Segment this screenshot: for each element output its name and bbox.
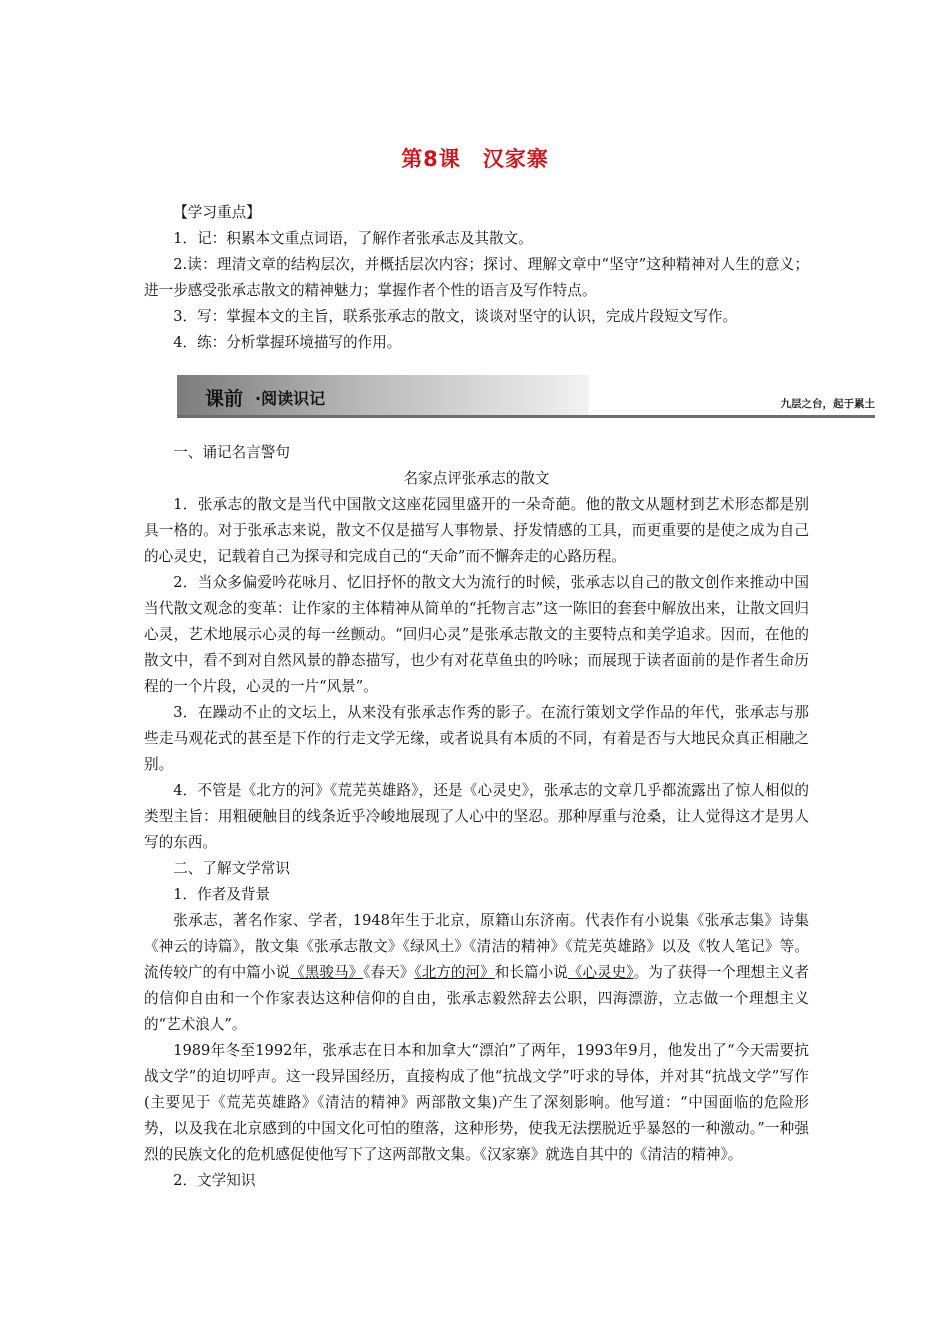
main-body <box>144 440 809 1194</box>
section-subtitle: 名家点评张承志的散文 <box>403 470 550 487</box>
author-paragraph <box>144 908 809 1038</box>
author-text: 张承志，著名作家、学者，1948年生于北京，原籍山东济南。代表作有小说集《张承志集》诗集《神云的诗篇》，散文集《张承志散文》《绿风土》《清洁的精神》《荒芜英雄路》以及《牧人笔记》等。流传较广的有中篇小说 <box>144 912 809 981</box>
lesson-title: 第8课 汉家寨 <box>401 147 549 171</box>
goal-item: 3．写：掌握本文的主旨，联系张承志的散文，谈谈对坚守的认识，完成片段短文写作。 <box>173 308 738 325</box>
study-goals <box>144 200 809 356</box>
work-title: 《心灵史》 <box>567 964 634 981</box>
banner-main-label: 课前 <box>205 388 244 410</box>
review-paragraph: 3．在躁动不止的文坛上，从来没有张承志作秀的影子。在流行策划文学作品的年代，张承志与那些走马观花式的甚至是下作的行走文学无缘，或者说具有本质的不同，有着是否与大地民众真正相融之别。 <box>144 704 809 773</box>
subsection-heading: 2．文学知识 <box>173 1172 256 1189</box>
author-text: 。为了获得一个理想主义者的信仰自由和一个作家表达这种信仰的自由，张承志毅然辞去公职，四海漂游，立志做一个理想主义的“艺术浪人”。 <box>144 964 809 1033</box>
review-paragraph: 2．当众多偏爱吟花咏月、忆旧抒怀的散文大为流行的时候，张承志以自己的散文创作来推动中国当代散文观念的变革：让作家的主体精神从简单的“托物言志”这一陈旧的套套中解放出来，让散文回归心灵，艺术地展示心灵的每一丝颤动。“回归心灵”是张承志散文的主要特点和美学追求。因而，在他的散文中，看不到对自然风景的静态描写，也少有对花草鱼虫的吟咏；而展现于读者面前的是作者生命历程的一个片段，心灵的一片“风景”。 <box>144 574 809 695</box>
banner-motto: 九层之台，起于累土 <box>780 398 875 410</box>
banner-rule <box>177 415 875 418</box>
section-heading: 一、诵记名言警句 <box>173 444 290 461</box>
subsection-heading: 1．作者及背景 <box>173 886 271 903</box>
work-title: 《黑骏马》 <box>290 964 364 981</box>
section-heading: 二、了解文学常识 <box>173 860 290 877</box>
goal-item: 4．练：分析掌握环境描写的作用。 <box>173 334 402 351</box>
section-banner <box>177 375 875 418</box>
goals-heading: 【学习重点】 <box>173 204 261 221</box>
work-title: 《春天》 <box>363 964 415 981</box>
work-title: 《北方的河》 <box>414 964 495 981</box>
review-paragraph: 1．张承志的散文是当代中国散文这座花园里盛开的一朵奇葩。他的散文从题材到艺术形态都是别具一格的。对于张承志来说，散文不仅是描写人事物景、抒发情感的工具，而更重要的是使之成为自己的心灵史，记载着自己为探寻和完成自己的“天命”而不懈奔走的心路历程。 <box>144 496 809 565</box>
author-text: 和长篇小说 <box>494 964 568 981</box>
goal-item: 2.读：理清文章的结构层次，并概括层次内容；探讨、理解文章中“坚守”这种精神对人生的意义；进一步感受张承志散文的精神魅力；掌握作者个性的语言及写作特点。 <box>144 256 809 299</box>
review-paragraph: 4．不管是《北方的河》《荒芜英雄路》，还是《心灵史》，张承志的文章几乎都流露出了惊人相似的类型主旨：用粗硬触目的线条近乎冷峻地展现了人心中的坚忍。那种厚重与沧桑，让人觉得这才是男人写的东西。 <box>144 782 809 851</box>
banner-sub-label: ·阅读识记 <box>255 389 326 408</box>
background-paragraph: 1989年冬至1992年，张承志在日本和加拿大“漂泊”了两年，1993年9月，他发出了“今天需要抗战文学”的迫切呼声。这一段异国经历，直接构成了他“抗战文学”吁求的导体，并对其“抗战文学”写作(主要见于《荒芜英雄路》《清洁的精神》两部散文集)产生了深刻影响。他写道：“中国面临的危险形势，以及我在北京感到的中国文化可怕的堕落，这种形势，使我无法摆脱近乎暴怒的一种激动。”一种强烈的民族文化的危机感促使他写下了这两部散文集。《汉家寨》就选自其中的《清洁的精神》。 <box>144 1042 809 1163</box>
goal-item: 1．记：积累本文重点词语，了解作者张承志及其散文。 <box>173 230 533 247</box>
